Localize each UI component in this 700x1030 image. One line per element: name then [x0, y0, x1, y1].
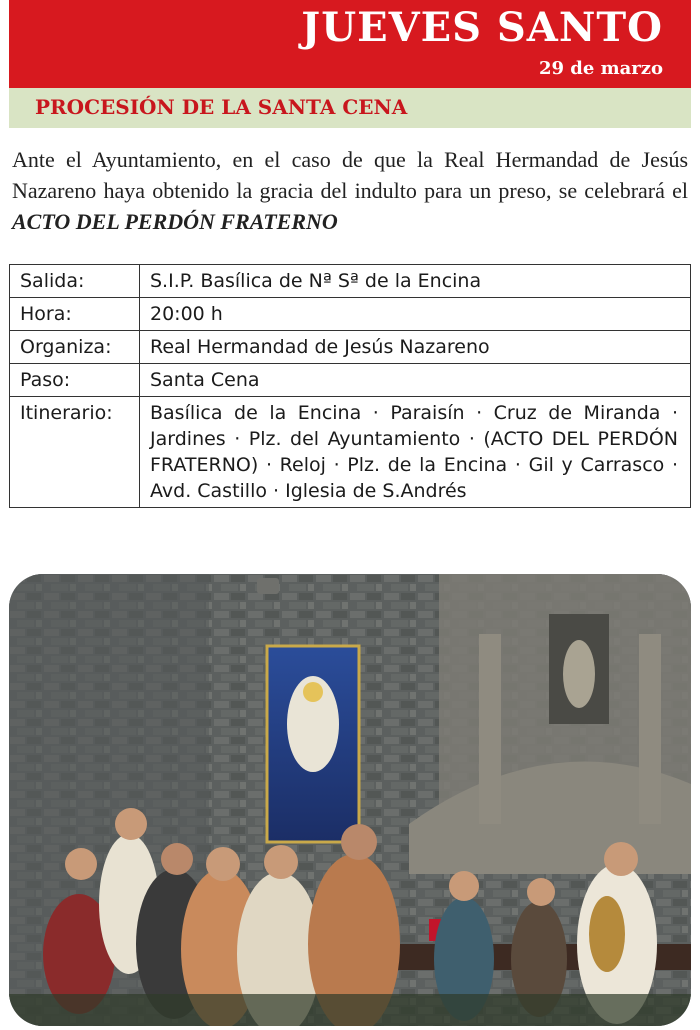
table-row — [10, 265, 691, 298]
row-value-hora: 20:00 h — [140, 298, 691, 331]
row-value-organiza: Real Hermandad de Jesús Nazareno — [140, 331, 691, 364]
procession-info-table — [9, 264, 691, 508]
row-value-itinerario: Basílica de la Encina · Paraisín · Cruz de Miranda · Jardines · Plz. del Ayuntamiento · (ACTO DEL PERDÓN FRATERNO) · Reloj · Plz. de la Encina · Gil y Carrasco · Avd. Castillo · Iglesia de S.Andrés — [140, 397, 691, 508]
santa-cena-photo — [9, 574, 691, 1026]
row-value-salida: S.I.P. Basílica de Nª Sª de la Encina — [140, 265, 691, 298]
photo-illustration — [9, 574, 691, 1026]
page-title: JUEVES SANTO — [301, 4, 663, 51]
row-key-organiza: Organiza: — [10, 331, 140, 364]
intro-text: Ante el Ayuntamiento, en el caso de que la Real Hermandad de Jesús Nazareno haya obtenido la gracia del indulto para un preso, se celebrará el — [12, 147, 688, 203]
intro-paragraph — [12, 144, 688, 237]
table-row — [10, 364, 691, 397]
row-key-paso: Paso: — [10, 364, 140, 397]
row-key-itinerario: Itinerario: — [10, 397, 140, 508]
procession-title: PROCESIÓN DE LA SANTA CENA — [35, 95, 408, 119]
row-value-paso: Santa Cena — [140, 364, 691, 397]
table-row — [10, 298, 691, 331]
table-row — [10, 331, 691, 364]
header-banner — [9, 0, 691, 88]
table-row — [10, 397, 691, 508]
row-key-hora: Hora: — [10, 298, 140, 331]
row-key-salida: Salida: — [10, 265, 140, 298]
intro-emphasis: ACTO DEL PERDÓN FRATERNO — [12, 209, 338, 234]
procession-banner — [9, 88, 691, 128]
event-date: 29 de marzo — [538, 58, 663, 79]
